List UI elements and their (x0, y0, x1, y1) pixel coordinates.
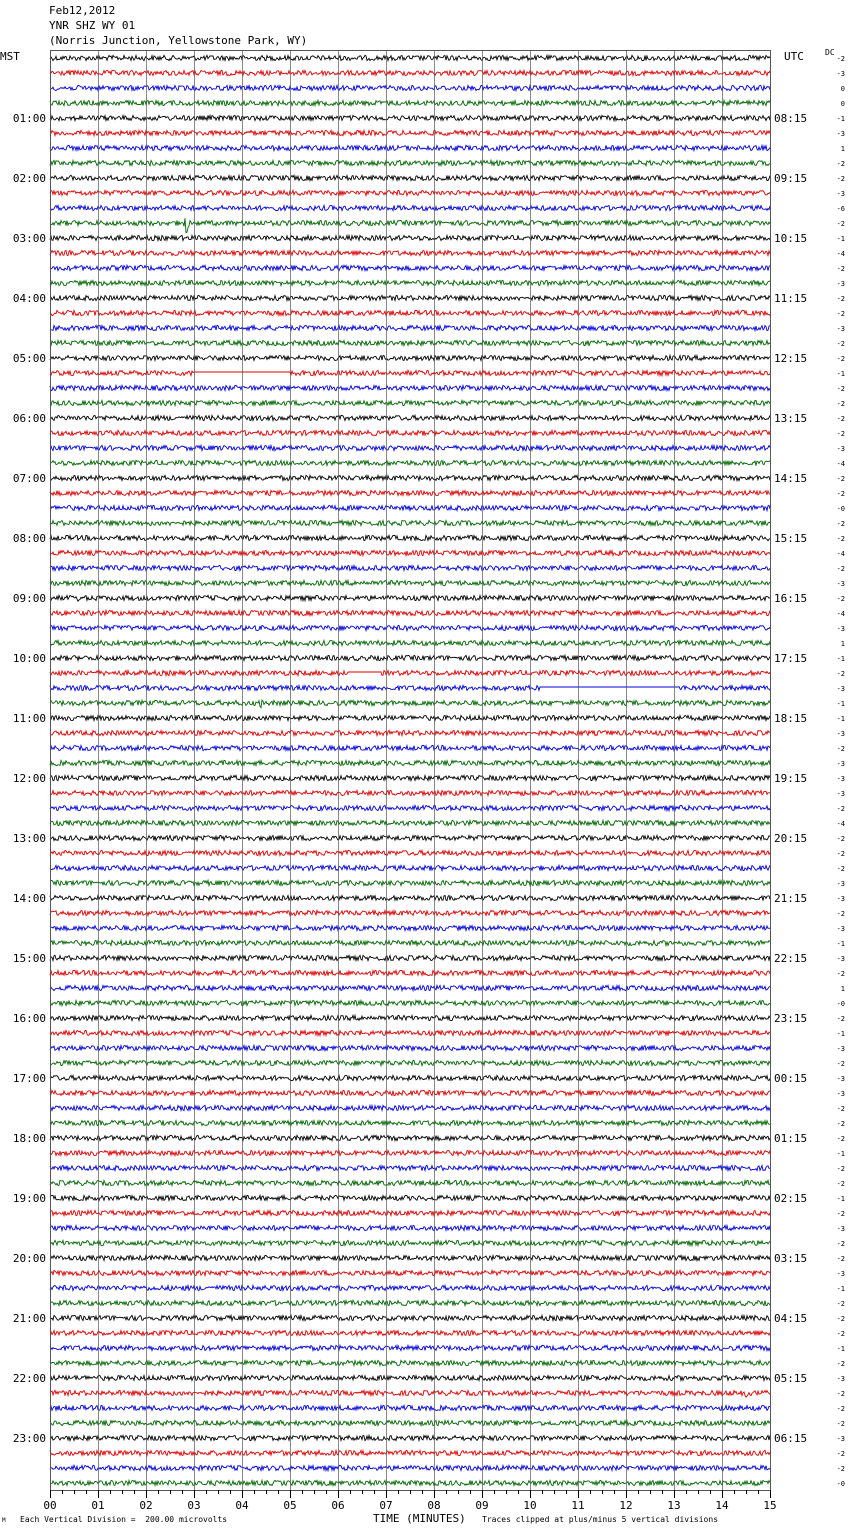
trace-row (50, 1120, 770, 1125)
trace-row (50, 218, 770, 232)
dc-offset-label: -3 (836, 1225, 845, 1233)
dc-offset-label: -4 (836, 820, 845, 828)
dc-offset-label: -2 (836, 1210, 845, 1218)
trace-row (50, 55, 770, 60)
dc-offset-label: -2 (836, 1255, 845, 1263)
trace-row (50, 205, 770, 210)
dc-label: DC (825, 48, 835, 57)
trace-row (50, 685, 770, 690)
footer-scale-note: Each Vertical Division = 200.00 microvolts (20, 1515, 228, 1524)
right-hour-label: 03:15 (774, 1252, 808, 1265)
trace-row (50, 880, 770, 885)
trace-row (50, 370, 770, 375)
dc-offset-label: -3 (836, 925, 845, 933)
right-hour-label: 13:15 (774, 412, 808, 425)
trace-row (50, 1435, 770, 1440)
trace-row (50, 910, 770, 915)
dc-offset-label: -3 (836, 1075, 845, 1083)
trace-row (50, 1285, 770, 1290)
trace-row (50, 1465, 770, 1470)
dc-offset-label: -3 (836, 445, 845, 453)
trace-row (50, 955, 770, 960)
right-timezone-label: UTC (784, 50, 804, 63)
dc-offset-label: -1 (836, 1150, 845, 1158)
left-hour-label: 12:00 (12, 772, 46, 785)
dc-offset-label: 1 (840, 640, 845, 648)
dc-offset-label: -2 (836, 265, 845, 273)
trace-row (50, 1135, 770, 1140)
x-tick-label: 02 (139, 1499, 153, 1512)
dc-offset-label: -2 (836, 850, 845, 858)
x-tick-label: 07 (379, 1499, 393, 1512)
dc-offset-label: -3 (836, 1375, 845, 1383)
left-hour-label: 23:00 (12, 1432, 46, 1445)
left-timezone-label: MST (0, 50, 20, 63)
dc-offset-label: -2 (836, 1060, 845, 1068)
dc-offset-label: -2 (836, 1360, 845, 1368)
dc-offset-label: -2 (836, 1330, 845, 1338)
left-hour-labels (13, 112, 46, 1445)
left-hour-label: 20:00 (12, 1252, 46, 1265)
dc-offset-label: -4 (836, 550, 845, 558)
trace-row (50, 325, 770, 330)
trace-row (50, 925, 770, 930)
dc-offset-label: -1 (836, 715, 845, 723)
right-hour-label: 11:15 (774, 292, 808, 305)
trace-row (50, 790, 770, 795)
trace-row (50, 1480, 770, 1485)
left-hour-label: 16:00 (12, 1012, 46, 1025)
dc-offset-label: -1 (836, 115, 845, 123)
left-hour-label: 02:00 (12, 172, 46, 185)
dc-offset-label: -4 (836, 250, 845, 258)
trace-row (50, 505, 770, 510)
trace-row (50, 730, 770, 735)
trace-row (50, 1195, 770, 1200)
trace-row (50, 1255, 770, 1260)
dc-offset-label: -1 (836, 235, 845, 243)
trace-row (50, 340, 770, 345)
trace-row (50, 1030, 770, 1035)
left-hour-label: 08:00 (12, 532, 46, 545)
chart-station: YNR SHZ WY 01 (49, 19, 136, 32)
trace-row (50, 805, 770, 810)
footer-mark: M (2, 1517, 6, 1524)
dc-offset-label: -2 (836, 865, 845, 873)
left-hour-label: 15:00 (12, 952, 46, 965)
trace-row (50, 1165, 770, 1170)
trace-row (50, 70, 770, 75)
dc-offset-label: -2 (836, 595, 845, 603)
trace-row (50, 1240, 770, 1245)
trace-row (50, 445, 770, 450)
trace-row (50, 85, 770, 90)
left-hour-label: 04:00 (12, 292, 46, 305)
trace-row (50, 460, 770, 465)
x-tick-label: 09 (475, 1499, 489, 1512)
trace-row (50, 100, 770, 105)
left-hour-label: 13:00 (12, 832, 46, 845)
dc-offset-label: -0 (836, 1000, 845, 1008)
trace-row (50, 835, 770, 840)
dc-offset-label: -3 (836, 880, 845, 888)
x-tick-label: 14 (715, 1499, 729, 1512)
trace-row (50, 1345, 770, 1350)
x-tick-label: 08 (427, 1499, 441, 1512)
trace-row (50, 565, 770, 570)
right-hour-label: 23:15 (774, 1012, 808, 1025)
trace-row (50, 1330, 770, 1335)
dc-offset-label: -2 (836, 220, 845, 228)
x-tick-label: 05 (283, 1499, 297, 1512)
x-axis (43, 1490, 776, 1512)
trace-row (50, 820, 770, 825)
trace-row (50, 700, 770, 708)
trace-row (50, 1450, 770, 1455)
dc-offset-label: -1 (836, 1285, 845, 1293)
left-hour-label: 17:00 (12, 1072, 46, 1085)
dc-offset-label: -3 (836, 1045, 845, 1053)
dc-offset-label: -2 (836, 1405, 845, 1413)
trace-row (50, 145, 770, 150)
right-hour-label: 02:15 (774, 1192, 808, 1205)
dc-offset-label: 1 (840, 145, 845, 153)
trace-row (50, 895, 770, 900)
left-hour-label: 19:00 (12, 1192, 46, 1205)
dc-offset-label: -2 (836, 805, 845, 813)
right-hour-label: 12:15 (774, 352, 808, 365)
dc-offset-label: -3 (836, 130, 845, 138)
trace-row (50, 775, 770, 780)
right-hour-label: 22:15 (774, 952, 808, 965)
trace-row (50, 250, 770, 255)
dc-offset-label: -2 (836, 910, 845, 918)
trace-row (50, 160, 770, 165)
x-axis-title: TIME (MINUTES) (373, 1512, 466, 1525)
dc-offset-label: -2 (836, 1105, 845, 1113)
trace-row (50, 715, 770, 720)
x-tick-label: 00 (43, 1499, 57, 1512)
dc-offset-label: -3 (836, 1435, 845, 1443)
dc-offset-label: -2 (836, 295, 845, 303)
trace-row (50, 1405, 770, 1410)
dc-offset-label: -2 (836, 385, 845, 393)
dc-offset-label: -3 (836, 1090, 845, 1098)
left-hour-label: 07:00 (12, 472, 46, 485)
right-hour-label: 09:15 (774, 172, 808, 185)
trace-row (50, 1300, 770, 1305)
trace-row (50, 1390, 770, 1397)
right-hour-labels (774, 112, 807, 1445)
trace-row (50, 1075, 770, 1080)
dc-offset-label: -2 (836, 670, 845, 678)
dc-offset-label: -2 (836, 430, 845, 438)
x-tick-label: 04 (235, 1499, 249, 1512)
trace-row (50, 1360, 770, 1365)
trace-row (50, 430, 770, 435)
dc-offset-label: -3 (836, 895, 845, 903)
dc-offset-label: -2 (836, 835, 845, 843)
dc-offset-label: -2 (836, 1420, 845, 1428)
trace-row (50, 415, 770, 420)
dc-offset-label: -2 (836, 1015, 845, 1023)
dc-offset-label: -2 (836, 175, 845, 183)
trace-row (50, 1105, 770, 1110)
trace-row (50, 655, 770, 660)
trace-row (50, 1270, 770, 1275)
trace-row (50, 190, 770, 195)
right-hour-label: 21:15 (774, 892, 808, 905)
chart-location: (Norris Junction, Yellowstone Park, WY) (49, 34, 308, 47)
dc-offset-label: -2 (836, 1120, 845, 1128)
dc-offset-label: -3 (836, 580, 845, 588)
trace-row (50, 130, 770, 135)
trace-row (50, 970, 770, 975)
x-tick-label: 11 (571, 1499, 585, 1512)
left-hour-label: 05:00 (12, 352, 46, 365)
left-hour-label: 21:00 (12, 1312, 46, 1325)
left-hour-label: 14:00 (12, 892, 46, 905)
dc-offset-label: -3 (836, 730, 845, 738)
x-tick-label: 15 (763, 1499, 777, 1512)
dc-offset-label: -1 (836, 370, 845, 378)
dc-offset-label: -2 (836, 1180, 845, 1188)
trace-row (50, 175, 770, 180)
trace-row (50, 985, 770, 990)
right-hour-label: 17:15 (774, 652, 808, 665)
left-hour-label: 06:00 (12, 412, 46, 425)
dc-offset-label: -2 (836, 475, 845, 483)
dc-offset-label: -3 (836, 190, 845, 198)
trace-row (50, 1060, 770, 1065)
dc-offset-label: -2 (836, 55, 845, 63)
dc-offset-label: -1 (836, 700, 845, 708)
dc-offset-label: -1 (836, 1345, 845, 1353)
trace-row (50, 1420, 770, 1425)
left-hour-label: 11:00 (12, 712, 46, 725)
trace-row (50, 760, 770, 765)
x-tick-label: 12 (619, 1499, 633, 1512)
dc-offset-label: -1 (836, 940, 845, 948)
x-tick-label: 06 (331, 1499, 345, 1512)
trace-row (50, 1150, 770, 1155)
seismogram-traces (50, 55, 770, 1485)
dc-offset-label: -2 (836, 355, 845, 363)
trace-row (50, 235, 770, 241)
trace-row (50, 580, 770, 585)
trace-row (50, 595, 770, 601)
trace-row (50, 310, 770, 315)
footer-clip-note: Traces clipped at plus/minus 5 vertical divisions (482, 1515, 719, 1524)
trace-row (50, 400, 770, 405)
chart-date: Feb12,2012 (49, 4, 116, 17)
trace-row (50, 745, 770, 750)
trace-row (50, 1225, 770, 1230)
right-hour-label: 10:15 (774, 232, 808, 245)
dc-offset-label: -3 (836, 70, 845, 78)
dc-offset-label: -4 (836, 610, 845, 618)
dc-offset-label: -3 (836, 790, 845, 798)
right-hour-label: 18:15 (774, 712, 808, 725)
trace-row (50, 1045, 770, 1050)
right-hour-label: 00:15 (774, 1072, 808, 1085)
dc-offset-label: 1 (840, 985, 845, 993)
trace-row (50, 1375, 770, 1380)
x-tick-label: 10 (523, 1499, 537, 1512)
dc-offset-label: -3 (836, 280, 845, 288)
trace-row (50, 865, 770, 870)
right-hour-label: 19:15 (774, 772, 808, 785)
dc-offset-label: -2 (836, 535, 845, 543)
trace-row (50, 625, 770, 630)
trace-row (50, 1210, 770, 1215)
dc-offset-label: -2 (836, 1165, 845, 1173)
trace-row (50, 610, 770, 615)
trace-row (50, 1015, 770, 1020)
right-hour-label: 05:15 (774, 1372, 808, 1385)
trace-row (50, 385, 770, 390)
trace-row (50, 115, 770, 120)
trace-row (50, 670, 770, 675)
trace-row (50, 535, 770, 540)
left-hour-label: 18:00 (12, 1132, 46, 1145)
left-hour-label: 03:00 (12, 232, 46, 245)
trace-row (50, 550, 770, 555)
dc-offset-label: -0 (836, 1480, 845, 1488)
dc-offset-label: -2 (836, 340, 845, 348)
dc-offset-label: -2 (836, 1450, 845, 1458)
dc-offset-label: -3 (836, 775, 845, 783)
dc-offset-label: -2 (836, 745, 845, 753)
dc-offset-label: -2 (836, 1465, 845, 1473)
trace-row (50, 850, 770, 855)
x-tick-label: 01 (91, 1499, 105, 1512)
trace-row (50, 520, 770, 525)
x-tick-label: 13 (667, 1499, 681, 1512)
dc-offset-label: -3 (836, 760, 845, 768)
dc-offset-label: -1 (836, 655, 845, 663)
dc-offset-label: -0 (836, 505, 845, 513)
dc-offset-label: -2 (836, 970, 845, 978)
dc-offset-labels (837, 55, 845, 1488)
right-hour-label: 06:15 (774, 1432, 808, 1445)
left-hour-label: 09:00 (12, 592, 46, 605)
trace-row (50, 295, 770, 300)
left-hour-label: 10:00 (12, 652, 46, 665)
right-hour-label: 14:15 (774, 472, 808, 485)
dc-offset-label: -3 (836, 625, 845, 633)
dc-offset-label: -3 (836, 1270, 845, 1278)
dc-offset-label: -2 (836, 1300, 845, 1308)
x-tick-label: 03 (187, 1499, 201, 1512)
dc-offset-label: -2 (836, 1315, 845, 1323)
dc-offset-label: -6 (836, 205, 845, 213)
trace-row (50, 640, 770, 645)
trace-row (50, 1180, 770, 1185)
trace-row (50, 1315, 770, 1320)
dc-offset-label: -2 (836, 490, 845, 498)
trace-row (50, 280, 770, 285)
dc-offset-label: -3 (836, 955, 845, 963)
dc-offset-label: -2 (836, 160, 845, 168)
right-hour-label: 04:15 (774, 1312, 808, 1325)
trace-row (50, 1000, 770, 1005)
dc-offset-label: 0 (840, 100, 845, 108)
dc-offset-label: -2 (836, 1390, 845, 1398)
left-hour-label: 22:00 (12, 1372, 46, 1385)
trace-row (50, 490, 770, 495)
dc-offset-label: -2 (836, 1240, 845, 1248)
right-hour-label: 01:15 (774, 1132, 808, 1145)
right-hour-label: 16:15 (774, 592, 808, 605)
trace-row (50, 475, 770, 480)
trace-row (50, 265, 770, 270)
trace-row (50, 355, 770, 360)
dc-offset-label: 0 (840, 85, 845, 93)
trace-row (50, 1090, 770, 1095)
trace-row (50, 940, 770, 945)
dc-offset-label: -4 (836, 460, 845, 468)
right-hour-label: 08:15 (774, 112, 808, 125)
dc-offset-label: -2 (836, 400, 845, 408)
dc-offset-label: -1 (836, 1195, 845, 1203)
dc-offset-label: -1 (836, 1030, 845, 1038)
dc-offset-label: -2 (836, 565, 845, 573)
dc-offset-label: -3 (836, 685, 845, 693)
dc-offset-label: -2 (836, 520, 845, 528)
dc-offset-label: -2 (836, 415, 845, 423)
dc-offset-label: -2 (836, 1135, 845, 1143)
left-hour-label: 01:00 (12, 112, 46, 125)
right-hour-label: 20:15 (774, 832, 808, 845)
dc-offset-label: -3 (836, 325, 845, 333)
right-hour-label: 15:15 (774, 532, 808, 545)
dc-offset-label: -2 (836, 310, 845, 318)
